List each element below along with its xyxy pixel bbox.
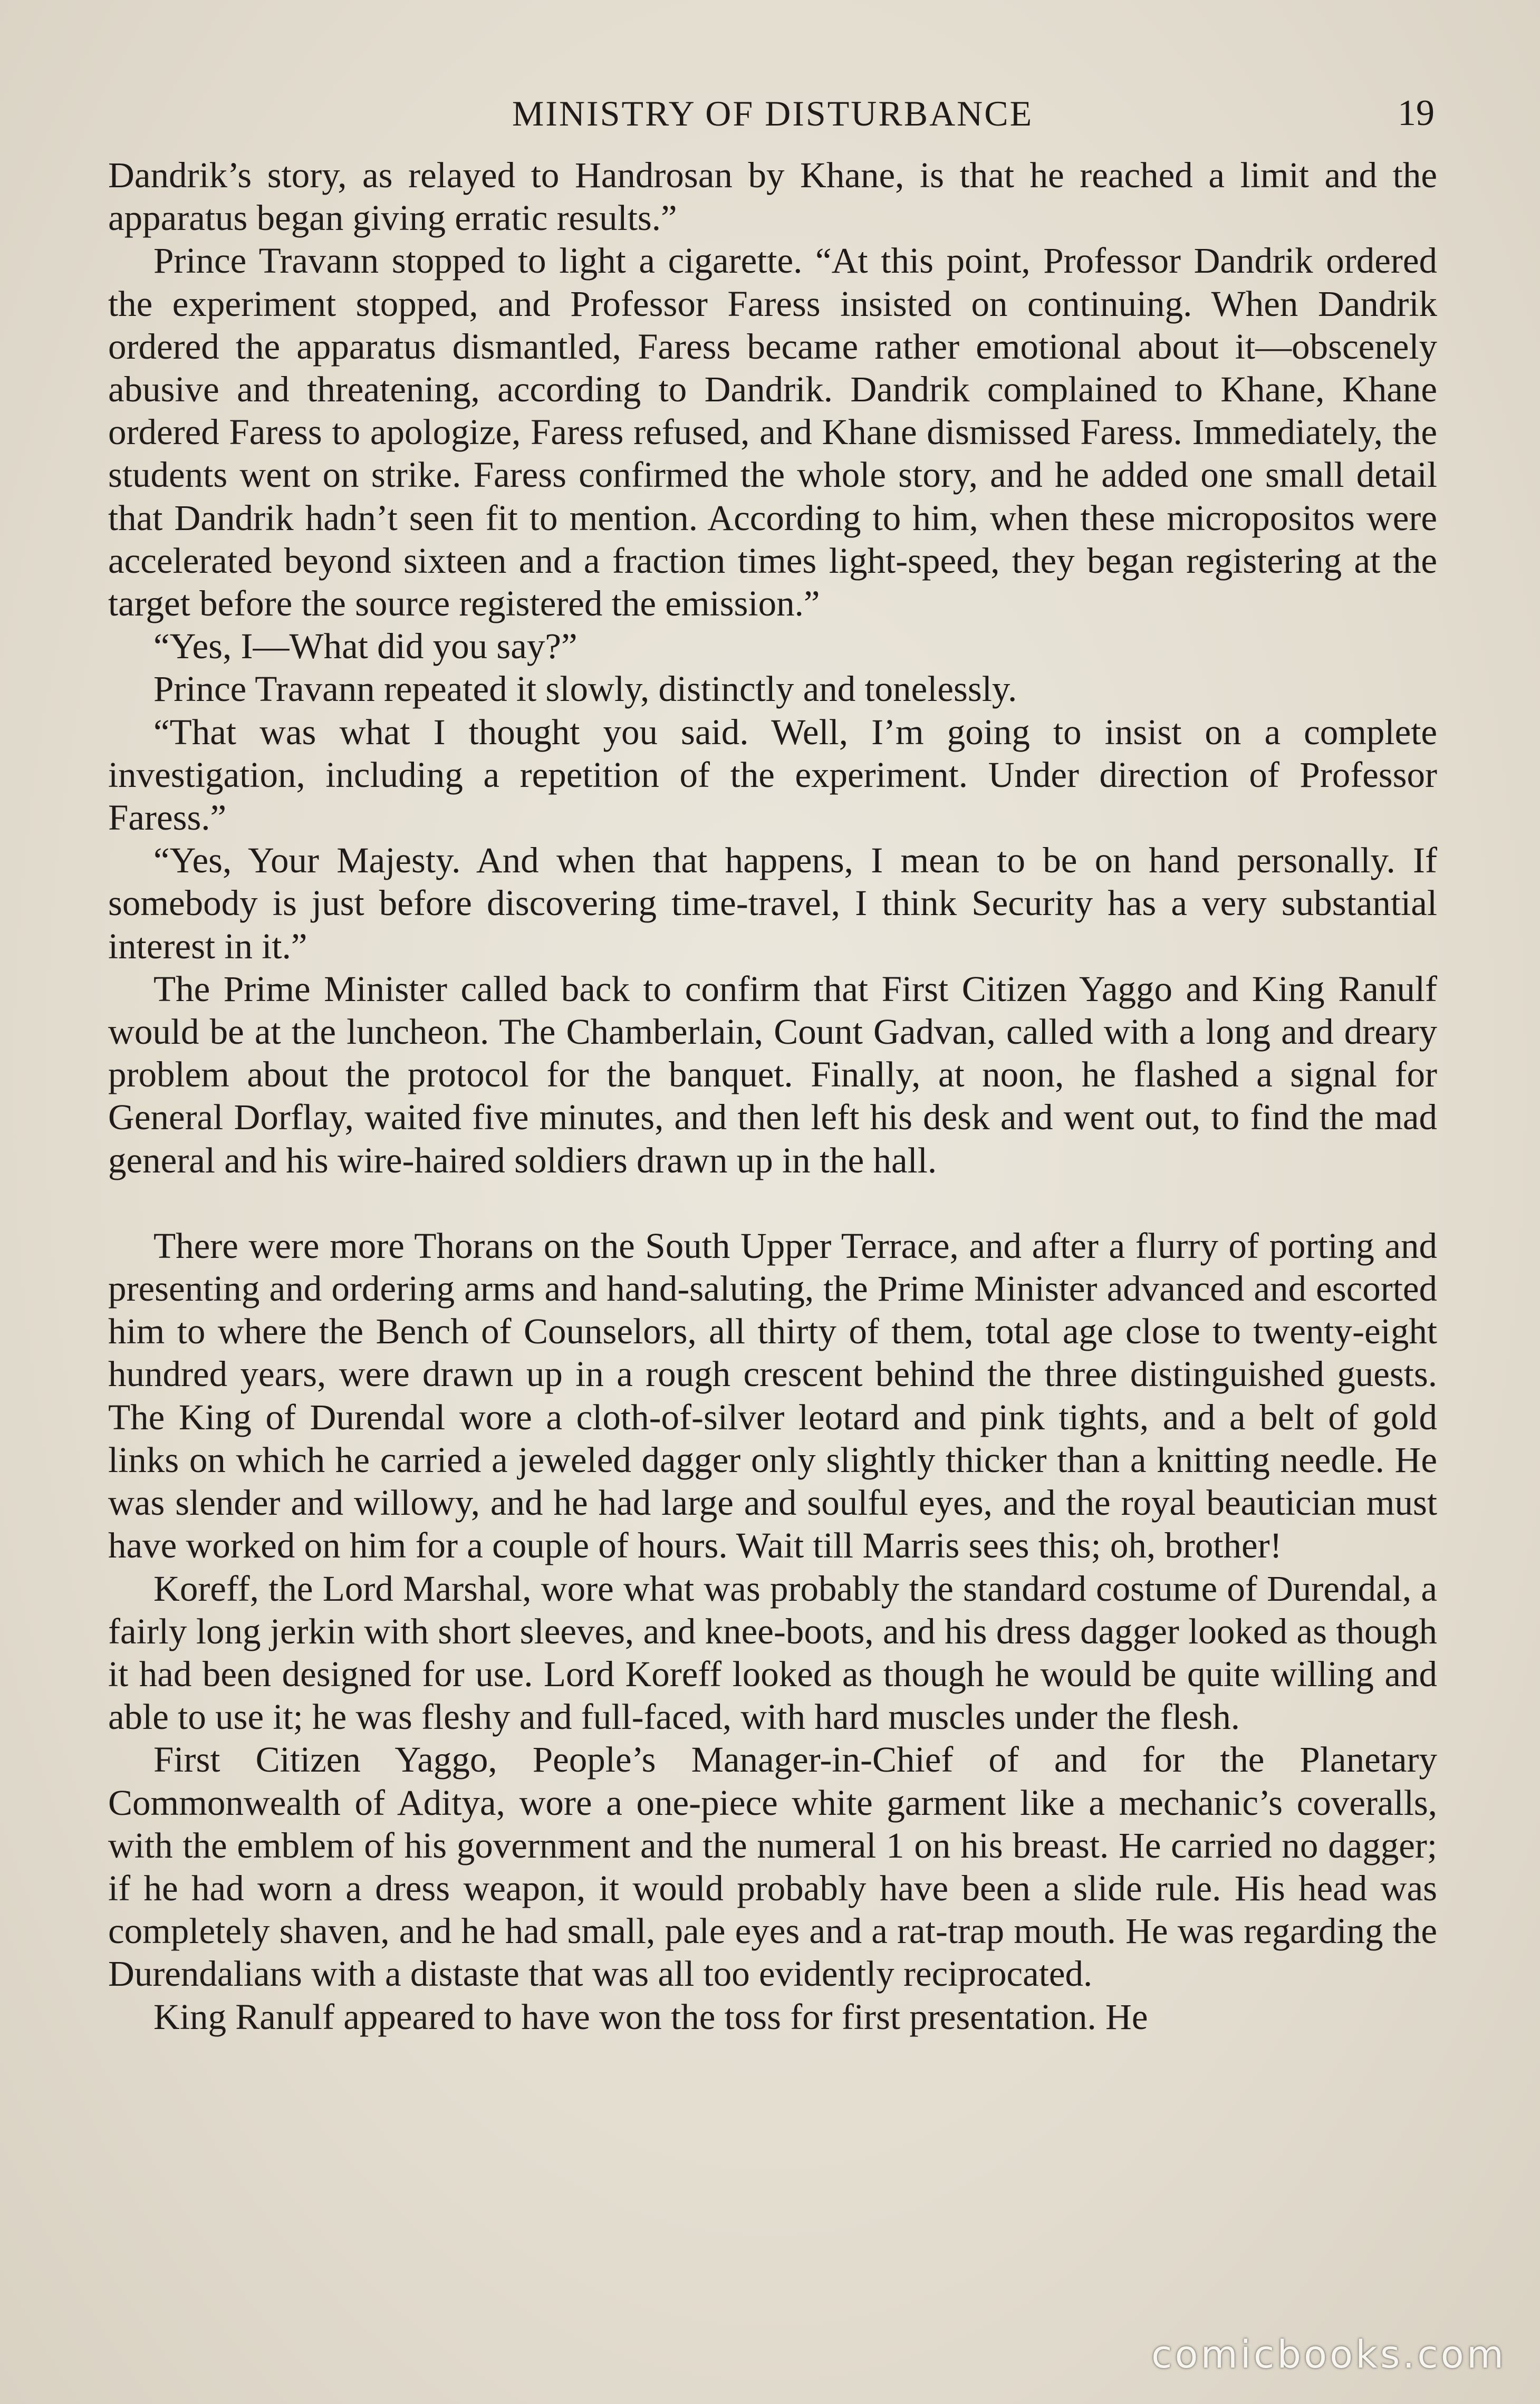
paragraph: “That was what I thought you said. Well, I’m going to insist on a complete investigation, including a repetition of the experiment. Under direction of Professor Faress.” xyxy=(108,711,1437,838)
paragraph: “Yes, I—What did you say?” xyxy=(153,626,578,667)
body-text xyxy=(108,154,1437,2038)
paragraph: Dandrik’s story, as relayed to Handrosan by Khane, is that he reached a limit and the apparatus began giving erratic results.” xyxy=(108,155,1437,238)
paragraph: “Yes, Your Majesty. And when that happens, I mean to be on hand personally. If somebody is just before discovering time-travel, I think Security has a very substantial interest in it.” xyxy=(108,840,1437,966)
paragraph: There were more Thorans on the South Upper Terrace, and after a flurry of porting and presenting and ordering arms and hand-saluting, the Prime Minister advanced and escorted him to where the Bench of Counselors, all thirty of them, total age close to twenty-eight hundred years, were drawn up in a rough crescent behind the three distinguished guests. The King of Durendal wore a cloth-of-silver leotard and pink tights, and a belt of gold links on which he carried a jeweled dagger only slightly thicker than a knitting needle. He was slender and willowy, and he had large and soulful eyes, and the royal beautician must have worked on him for a couple of hours. Wait till Marris sees this; oh, brother! xyxy=(108,1225,1437,1566)
paragraph: Koreff, the Lord Marshal, wore what was probably the standard costume of Durendal, a fairly long jerkin with short sleeves, and knee-boots, and his dress dagger looked as though it had been designed for use. Lord Koreff looked as though he would be quite willing and able to use it; he was fleshy and full-faced, with hard muscles under the flesh. xyxy=(108,1568,1437,1737)
paragraph: The Prime Minister called back to confirm that First Citizen Yaggo and King Ranulf would be at the luncheon. The Chamberlain, Count Gadvan, called with a long and dreary problem about the protocol for the banquet. Finally, at noon, he flashed a signal for General Dorflay, waited five minutes, and then left his desk and went out, to find the mad general and his wire-haired soldiers drawn up in the hall. xyxy=(108,968,1437,1180)
paragraph: Prince Travann stopped to light a cigarette. “At this point, Professor Dandrik ordered the experiment stopped, and Professor Faress insisted on continuing. When Dandrik ordered the apparatus dismantled, Faress became rather emotional about it—obscenely abusive and threatening, according to Dandrik. Dandrik complained to Khane, Khane ordered Faress to apologize, Faress refused, and Khane dismissed Faress. Immediately, the students went on strike. Faress confirmed the whole story, and he added one small detail that Dandrik hadn’t seen fit to mention. According to him, when these micropositos were accelerated beyond sixteen and a fraction times light-speed, they began registering at the target before the source registered the emission.” xyxy=(108,241,1437,624)
paragraph: King Ranulf appeared to have won the toss for first presentation. He xyxy=(153,1996,1148,2037)
running-title: MINISTRY OF DISTURBANCE xyxy=(512,93,1034,133)
watermark: comicbooks.com xyxy=(1151,2332,1506,2377)
paragraph: First Citizen Yaggo, People’s Manager-in-Chief of and for the Planetary Commonwealth of Aditya, wore a one-piece white garment like a mechanic’s coveralls, with the emblem of his government and the numeral 1 on his breast. He carried no dagger; if he had worn a dress weapon, it would probably have been a slide rule. His head was completely shaven, and he had small, pale eyes and a rat-trap mouth. He was regarding the Durendalians with a distaste that was all too evidently reciprocated. xyxy=(108,1739,1437,1994)
running-head xyxy=(111,90,1435,137)
paragraph: Prince Travann repeated it slowly, distinctly and tonelessly. xyxy=(153,669,1017,709)
page-number: 19 xyxy=(1398,93,1435,133)
